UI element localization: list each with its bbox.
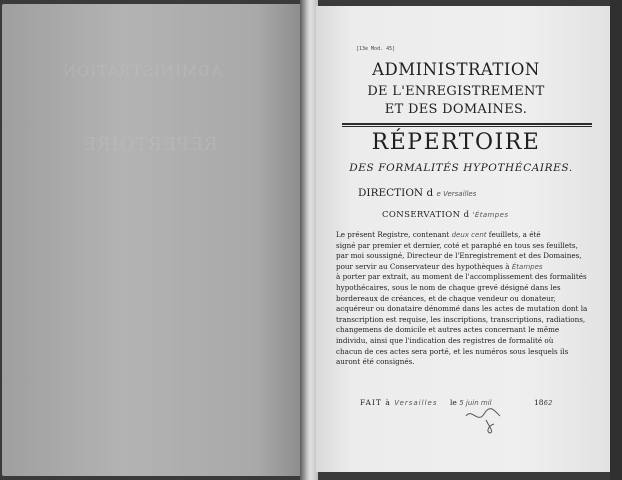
body-line: bordereaux de créances, et de chaque vendeur ou donateur,: [336, 293, 556, 303]
conservation-line: [382, 210, 508, 220]
conservation-label: CONSERVATION d: [382, 210, 470, 220]
body-line: par moi soussigné, Directeur de l'Enregistrement et des Domaines,: [336, 251, 582, 261]
direction-line: [358, 187, 476, 199]
signature-date: le 5 juin mil 1862: [450, 398, 553, 407]
place-handwritten: Étampes: [511, 262, 543, 271]
direction-handwritten: e Versailles: [436, 190, 477, 198]
left-page-verso: [2, 4, 302, 476]
body-line: changemens de domicile et autres actes concernant le même: [336, 325, 560, 335]
year-handwritten: 62: [543, 399, 553, 407]
body-line: signé par premier et dernier, coté et paraphé en tous ses feuillets,: [336, 240, 578, 250]
body-line: Le présent Registre, contenant deux cent feuillets, a été: [336, 230, 541, 239]
register-declaration: [336, 230, 594, 368]
body-line: individu, ainsi que l'indication des registres de formalité où: [336, 335, 554, 345]
register-title: RÉPERTOIRE: [371, 130, 541, 155]
conservation-handwritten: 'Étampes: [472, 211, 509, 219]
register-subtitle: DES FORMALITÉS HYPOTHÉCAIRES.: [349, 162, 573, 174]
signature-place: [360, 398, 437, 407]
body-line: auront été consignés.: [336, 357, 415, 367]
body-line: hypothécaires, sous le nom de chaque grevé désigné dans les: [336, 282, 561, 292]
right-page-recto: [316, 6, 612, 472]
double-rule-divider: [342, 123, 592, 127]
body-line: acquéreur ou donataire dénommé dans les actes de mutation dont la: [336, 304, 588, 314]
leaf-count-handwritten: deux cent: [451, 231, 487, 239]
admin-subtitle-1: DE L'ENREGISTREMENT: [367, 84, 545, 99]
date-handwritten: 5 juin mil: [459, 399, 492, 407]
body-line: chacun de ces actes sera porté, et les numéros sous lesquels ils: [336, 346, 569, 356]
admin-subtitle-2: ET DES DOMAINES.: [384, 102, 528, 117]
direction-label: DIRECTION d: [358, 187, 434, 199]
fait-place-handwritten: Versailles: [394, 399, 438, 407]
scan-edge: [610, 0, 622, 480]
bleed-through-text: RÉPERTOIRE: [82, 134, 218, 155]
signature-scribble-icon: [464, 406, 504, 434]
body-line: transcription est requise, les inscriptions, transcriptions, radiations,: [336, 314, 586, 324]
body-line: pour servir au Conservateur des hypothèques à Étampes: [336, 261, 543, 271]
fait-label: FAIT à: [360, 398, 391, 407]
director-signature: [464, 406, 504, 438]
bleed-through-text: ADMINISTRATION: [62, 62, 223, 80]
admin-title: ADMINISTRATION: [372, 60, 540, 79]
form-reference: [13e Mod. 45]: [356, 46, 396, 52]
body-line: à porter par extrait, au moment de l'accomplissement des formalités: [336, 272, 587, 282]
